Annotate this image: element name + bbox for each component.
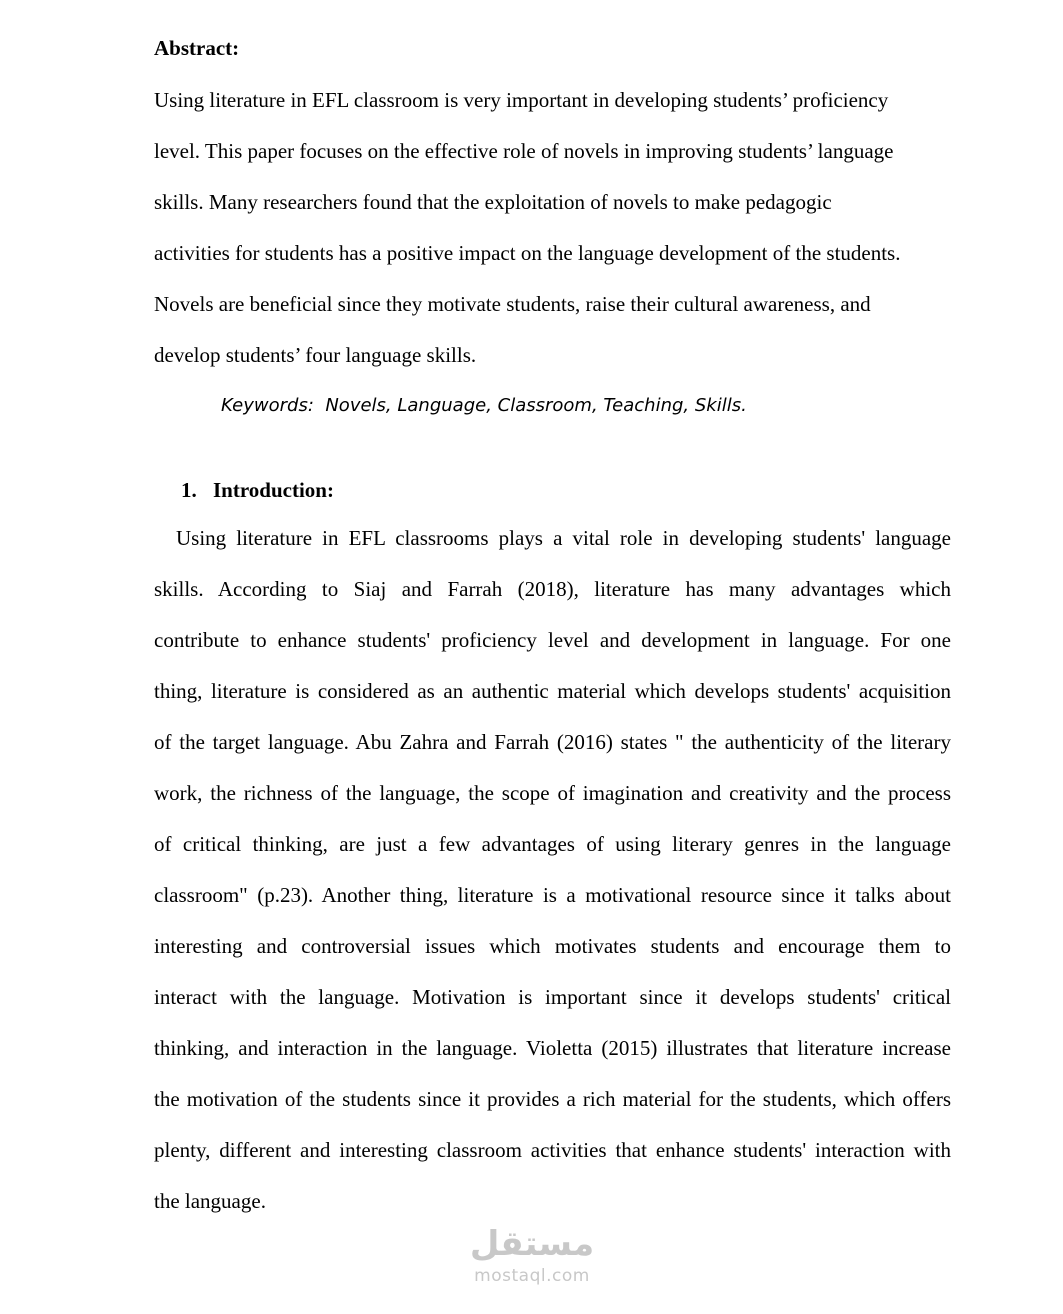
document-page [154, 0, 951, 1314]
introduction-line: interact with the language. Motivation is important since it develops students' critical [154, 985, 951, 1009]
section-number: 1. [181, 478, 197, 502]
introduction-line: Using literature in EFL classrooms plays a vital role in developing students' language [176, 526, 951, 550]
introduction-line: the motivation of the students since it provides a rich material for the students, which offers [154, 1087, 951, 1111]
introduction-line: skills. According to Siaj and Farrah (2018), literature has many advantages which [154, 577, 951, 601]
abstract-line: develop students’ four language skills. [154, 343, 477, 367]
watermark-arabic-text: مستقل [469, 1224, 595, 1264]
introduction-line: classroom" (p.23). Another thing, literature is a motivational resource since it talks about [154, 883, 951, 907]
keywords-line: Keywords: Novels, Language, Classroom, Teaching, Skills. [221, 395, 747, 416]
watermark-latin-text: mostaql.com [474, 1266, 590, 1286]
introduction-paragraph [154, 522, 951, 1236]
abstract-line: Novels are beneficial since they motivate students, raise their cultural awareness, and [154, 292, 871, 316]
introduction-line: of critical thinking, are just a few advantages of using literary genres in the language [154, 832, 951, 856]
introduction-line: contribute to enhance students' proficiency level and development in language. For one [154, 628, 951, 652]
introduction-line: thing, literature is considered as an authentic material which develops students' acquisition [154, 679, 951, 703]
abstract-line: Using literature in EFL classroom is very important in developing students’ proficiency [154, 88, 889, 112]
mostaql-watermark-logo [462, 1222, 602, 1286]
introduction-line: interesting and controversial issues which motivates students and encourage them to [154, 934, 951, 958]
introduction-line: work, the richness of the language, the scope of imagination and creativity and the process [154, 781, 951, 805]
abstract-paragraph [154, 84, 951, 390]
section-title: Introduction: [213, 478, 334, 502]
abstract-line: skills. Many researchers found that the exploitation of novels to make pedagogic [154, 190, 832, 214]
abstract-heading: Abstract: [154, 36, 240, 60]
introduction-line: thinking, and interaction in the language. Violetta (2015) illustrates that literature increase [154, 1036, 951, 1060]
abstract-line: level. This paper focuses on the effective role of novels in improving students’ language [154, 139, 894, 163]
introduction-heading [181, 475, 334, 505]
abstract-line: activities for students has a positive impact on the language development of the students. [154, 241, 901, 265]
introduction-line: plenty, different and interesting classroom activities that enhance students' interaction with [154, 1138, 951, 1162]
introduction-line: the language. [154, 1189, 266, 1213]
introduction-line: of the target language. Abu Zahra and Farrah (2016) states " the authenticity of the literary [154, 730, 951, 754]
